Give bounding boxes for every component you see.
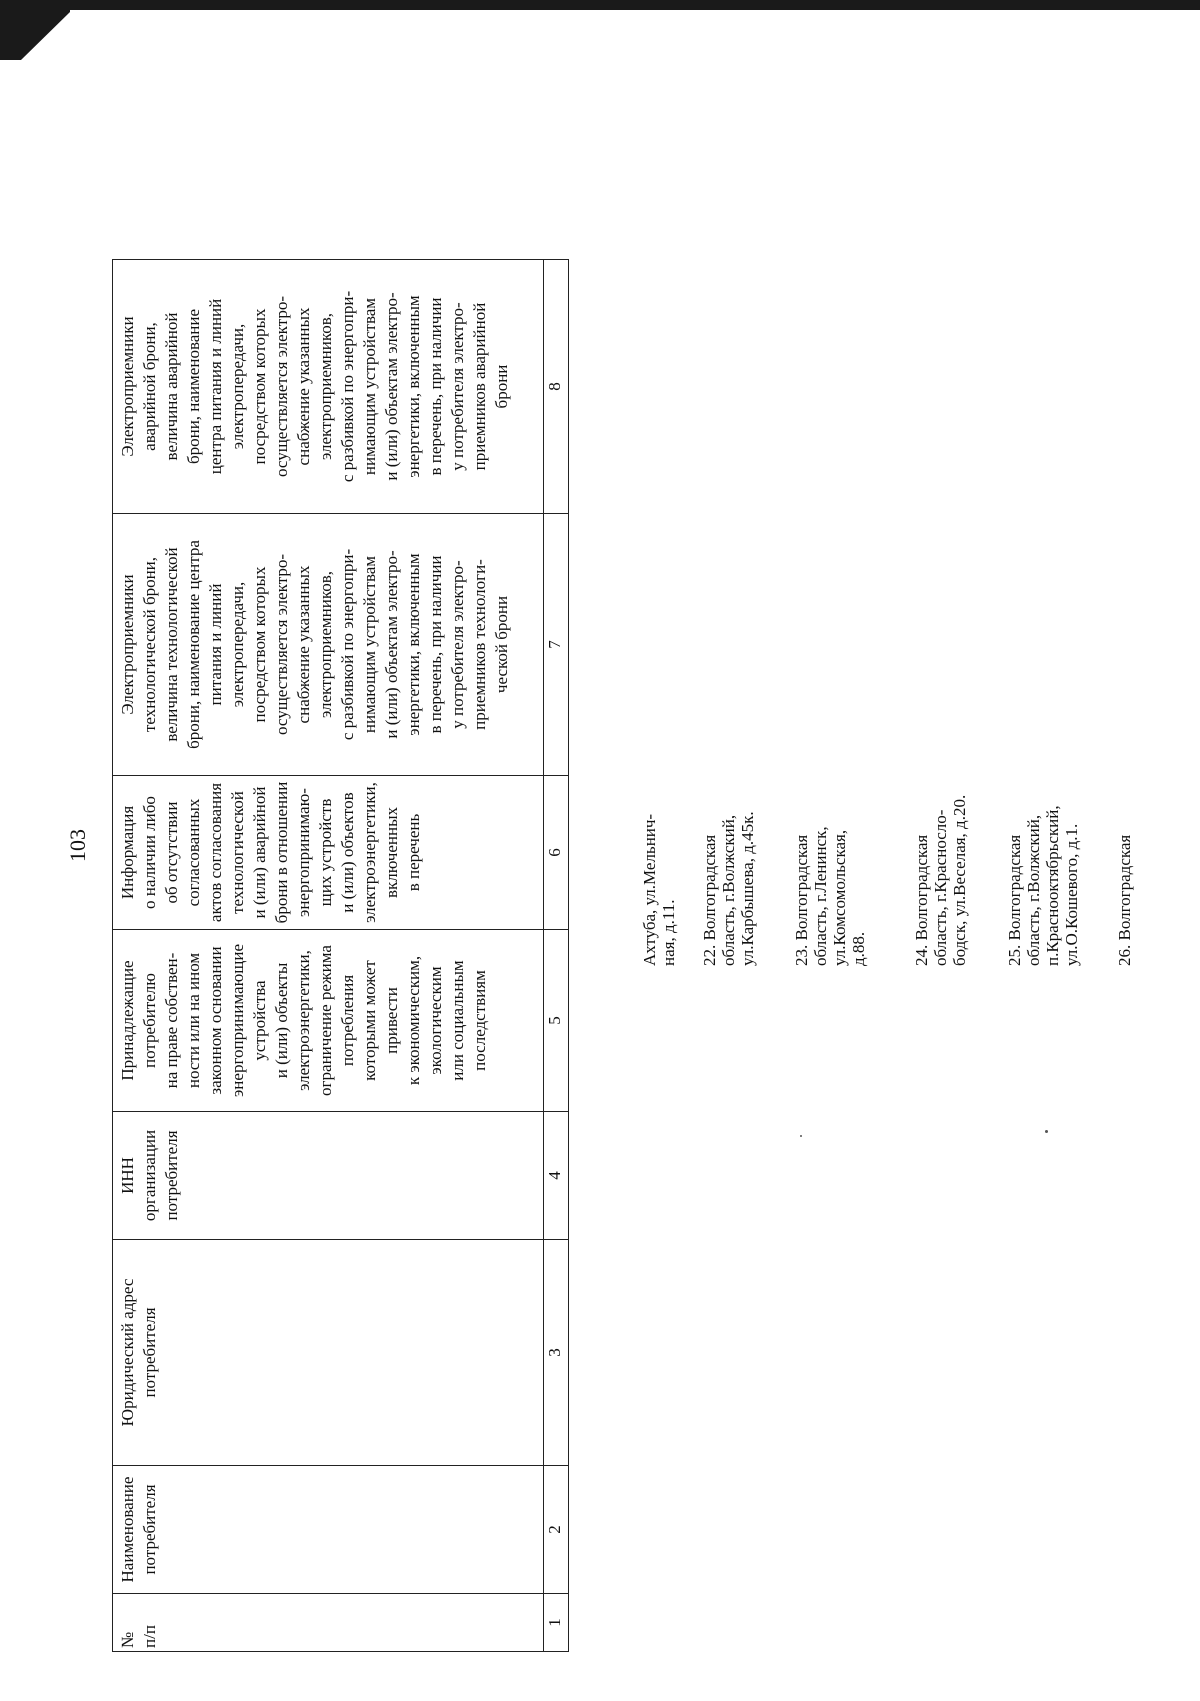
list-item: 23. Волгоградская область, г.Ленинск, ул.Комсомольская, д.88. (792, 826, 868, 966)
header-cell-number: № п/п (113, 1594, 544, 1652)
list-item: 26. Волгоградская (1115, 834, 1134, 966)
header-cell-devices: Принадлежащие потребителю на праве собствен- ности или на ином законном основании энергопринимающие устройства и (или) объекты электроэнергетики, ограничение режима потребления которыми может привести к экономическим, экологическим или социальным последствиям (113, 930, 544, 1112)
header-cell-consumer-name: Наименование потребителя (113, 1466, 544, 1594)
page-number: 103 (65, 829, 90, 862)
header-cell-inn: ИНН организации потребителя (113, 1112, 544, 1240)
scan-speck (800, 1135, 802, 1137)
header-cell-emergency-reserve: Электроприемники аварийной брони, величина аварийной брони, наименование центра питания и линий электропередачи, посредством которых осуществляется электро- снабжение указанных электроприемников, с разбивкой по энергопри- нимающим устройствам и (или) объектам электро- энергетики, включенным в перечень, при наличии у потребителя электро- приемников аварийной брони (113, 260, 544, 514)
column-number: 2 (544, 1466, 569, 1594)
header-cell-technological-reserve: Электроприемники технологической брони, величина технологической брони, наименование центра питания и линий электропередачи, посредством которых осуществляется электро- снабжение указанных электроприемников, с разбивкой по энергопри- нимающим устройствам и (или) объектам электро- энергетики, включенным в перечень, при наличии у потребителя электро- приемников технологи- ческой брони (113, 514, 544, 776)
column-number: 4 (544, 1112, 569, 1240)
column-number: 3 (544, 1240, 569, 1466)
column-number: 6 (544, 776, 569, 930)
address-continuation: Ахтуба, ул.Мельнич- ная, д.11. (640, 813, 678, 966)
column-number: 8 (544, 260, 569, 514)
column-number: 1 (544, 1594, 569, 1652)
list-item: 25. Волгоградская область, г.Волжский, п.Краснооктябрьский, ул.О.Кошевого, д.1. (1005, 805, 1081, 966)
list-item: 22. Волгоградская область, г.Волжский, ул.Карбышева, д.45к. (700, 811, 757, 966)
header-cell-agreement-info: Информация о наличии либо об отсутствии согласованных актов согласования технологической и (или) аварийной брони в отношении энергопринимаю- щих устройств и (или) объектов электроэнергетики, включенных в перечень (113, 776, 544, 930)
header-cell-legal-address: Юридический адрес потребителя (113, 1240, 544, 1466)
list-item: 24. Волгоградская область, г.Краснослo- бодск, ул.Веселая, д.20. (912, 794, 969, 966)
column-number: 7 (544, 514, 569, 776)
column-number: 5 (544, 930, 569, 1112)
scan-speck (1045, 1130, 1048, 1133)
